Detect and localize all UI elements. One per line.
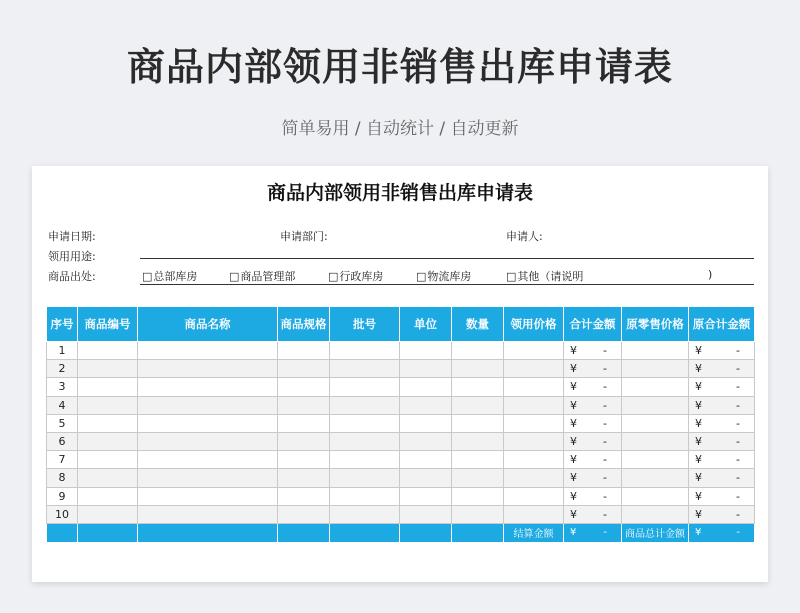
table-cell[interactable]	[452, 469, 504, 487]
option-hq-warehouse[interactable]: □总部库房	[142, 270, 198, 283]
table-cell[interactable]	[138, 342, 278, 360]
table-row	[47, 451, 755, 469]
checkbox-icon: □	[416, 270, 427, 283]
table-footer-row	[47, 523, 755, 542]
applicant-label: 申请人:	[506, 230, 543, 243]
option-other-close: )	[708, 268, 713, 281]
table-cell[interactable]	[400, 342, 452, 360]
amount-cell: ¥ -	[564, 469, 622, 487]
table-cell[interactable]	[622, 487, 689, 505]
table-cell[interactable]	[400, 378, 452, 396]
table-cell[interactable]	[452, 342, 504, 360]
settle-amount: ¥ -	[564, 523, 622, 542]
option-admin-warehouse[interactable]: □行政库房	[328, 270, 384, 283]
col-header-no: 序号	[47, 307, 78, 342]
table-cell[interactable]	[138, 469, 278, 487]
table-cell[interactable]	[278, 342, 330, 360]
table-row	[47, 396, 755, 414]
col-header-name: 商品名称	[138, 307, 278, 342]
amount-cell: ¥ -	[564, 505, 622, 523]
table-row	[47, 360, 755, 378]
table-row	[47, 414, 755, 432]
table-cell[interactable]	[504, 360, 564, 378]
col-header-retail-price: 原零售价格	[622, 307, 689, 342]
table-cell[interactable]	[622, 360, 689, 378]
retail-amount-cell: ¥ -	[689, 487, 755, 505]
table-cell[interactable]	[78, 432, 138, 450]
table-cell[interactable]	[504, 378, 564, 396]
amount-cell: ¥ -	[564, 432, 622, 450]
col-header-unit: 单位	[400, 307, 452, 342]
table-cell[interactable]	[452, 505, 504, 523]
table-cell[interactable]	[278, 469, 330, 487]
table-cell[interactable]	[400, 487, 452, 505]
footer-cell	[278, 523, 330, 542]
table-row	[47, 432, 755, 450]
table-cell[interactable]	[400, 432, 452, 450]
table-row	[47, 342, 755, 360]
table-cell[interactable]	[278, 487, 330, 505]
col-header-use-price: 领用价格	[504, 307, 564, 342]
table-cell[interactable]	[452, 360, 504, 378]
row-number: 4	[47, 396, 78, 414]
col-header-retail-amount: 原合计金额	[689, 307, 755, 342]
retail-amount-cell: ¥ -	[689, 342, 755, 360]
table-cell[interactable]	[78, 342, 138, 360]
row-number: 3	[47, 378, 78, 396]
table-cell[interactable]	[504, 487, 564, 505]
table-cell[interactable]	[400, 469, 452, 487]
table-cell[interactable]	[330, 451, 400, 469]
table-cell[interactable]	[622, 396, 689, 414]
row-number: 8	[47, 469, 78, 487]
table-cell[interactable]	[330, 378, 400, 396]
total-label: 商品总计金额	[622, 523, 689, 542]
footer-cell	[138, 523, 278, 542]
retail-amount-cell: ¥ -	[689, 396, 755, 414]
table-cell[interactable]	[138, 451, 278, 469]
retail-amount-cell: ¥ -	[689, 378, 755, 396]
table-cell[interactable]	[504, 432, 564, 450]
purpose-underline[interactable]	[140, 258, 754, 259]
amount-cell: ¥ -	[564, 360, 622, 378]
table-cell[interactable]	[400, 414, 452, 432]
table-cell[interactable]	[138, 378, 278, 396]
option-other[interactable]: □其他（请说明	[506, 270, 584, 283]
amount-cell: ¥ -	[564, 378, 622, 396]
table-cell[interactable]	[330, 342, 400, 360]
col-header-qty: 数量	[452, 307, 504, 342]
apply-dept-label: 申请部门:	[280, 230, 328, 243]
row-number: 7	[47, 451, 78, 469]
table-cell[interactable]	[452, 414, 504, 432]
table-header-row	[47, 307, 755, 342]
table-cell[interactable]	[138, 360, 278, 378]
table-cell[interactable]	[504, 396, 564, 414]
table-cell[interactable]	[504, 451, 564, 469]
checkbox-icon: □	[142, 270, 153, 283]
footer-cell	[47, 523, 78, 542]
retail-amount-cell: ¥ -	[689, 414, 755, 432]
table-cell[interactable]	[330, 396, 400, 414]
table-cell[interactable]	[78, 414, 138, 432]
table-cell[interactable]	[278, 451, 330, 469]
table-cell[interactable]	[138, 396, 278, 414]
footer-cell	[330, 523, 400, 542]
footer-cell	[78, 523, 138, 542]
col-header-batch: 批号	[330, 307, 400, 342]
table-cell[interactable]	[504, 469, 564, 487]
table-cell[interactable]	[622, 378, 689, 396]
table-cell[interactable]	[452, 378, 504, 396]
amount-cell: ¥ -	[564, 396, 622, 414]
row-number: 10	[47, 505, 78, 523]
table-cell[interactable]	[138, 487, 278, 505]
table-cell[interactable]	[400, 360, 452, 378]
table-cell[interactable]	[330, 360, 400, 378]
amount-cell: ¥ -	[564, 487, 622, 505]
table-cell[interactable]	[78, 505, 138, 523]
form-sheet	[32, 166, 768, 582]
table-cell[interactable]	[504, 505, 564, 523]
table-cell[interactable]	[138, 432, 278, 450]
table-cell[interactable]	[452, 451, 504, 469]
table-cell[interactable]	[452, 432, 504, 450]
amount-cell: ¥ -	[564, 414, 622, 432]
table-cell[interactable]	[330, 414, 400, 432]
col-header-amount: 合计金额	[564, 307, 622, 342]
table-cell[interactable]	[278, 360, 330, 378]
table-cell[interactable]	[622, 451, 689, 469]
table-cell[interactable]	[622, 505, 689, 523]
table-row	[47, 487, 755, 505]
footer-cell	[452, 523, 504, 542]
row-number: 2	[47, 360, 78, 378]
table-cell[interactable]	[78, 451, 138, 469]
table-cell[interactable]	[330, 487, 400, 505]
apply-date-label: 申请日期:	[48, 230, 96, 243]
table-cell[interactable]	[330, 469, 400, 487]
settle-label: 结算金额	[504, 523, 564, 542]
amount-cell: ¥ -	[564, 342, 622, 360]
table-cell[interactable]	[278, 414, 330, 432]
table-cell[interactable]	[622, 469, 689, 487]
table-cell[interactable]	[278, 378, 330, 396]
row-number: 5	[47, 414, 78, 432]
table-cell[interactable]	[622, 342, 689, 360]
retail-amount-cell: ¥ -	[689, 505, 755, 523]
table-row	[47, 469, 755, 487]
table-cell[interactable]	[278, 432, 330, 450]
option-logistics-warehouse[interactable]: □物流库房	[416, 270, 472, 283]
table-cell[interactable]	[78, 487, 138, 505]
checkbox-icon: □	[229, 270, 240, 283]
total-amount: ¥ -	[689, 523, 755, 542]
table-cell[interactable]	[452, 487, 504, 505]
checkbox-icon: □	[328, 270, 339, 283]
retail-amount-cell: ¥ -	[689, 451, 755, 469]
table-cell[interactable]	[78, 396, 138, 414]
table-cell[interactable]	[330, 432, 400, 450]
page-subtitle: 简单易用 / 自动统计 / 自动更新	[281, 119, 519, 139]
table-cell[interactable]	[78, 378, 138, 396]
col-header-code: 商品编号	[78, 307, 138, 342]
table-cell[interactable]	[622, 432, 689, 450]
table-cell[interactable]	[278, 505, 330, 523]
table-cell[interactable]	[400, 505, 452, 523]
source-label: 商品出处:	[48, 270, 96, 283]
table-cell[interactable]	[138, 414, 278, 432]
source-underline	[140, 284, 754, 285]
table-cell[interactable]	[78, 360, 138, 378]
table-cell[interactable]	[400, 451, 452, 469]
amount-cell: ¥ -	[564, 451, 622, 469]
table-row	[47, 505, 755, 523]
table-cell[interactable]	[278, 396, 330, 414]
table-row	[47, 378, 755, 396]
table-cell[interactable]	[78, 469, 138, 487]
option-goods-dept[interactable]: □商品管理部	[229, 270, 296, 283]
retail-amount-cell: ¥ -	[689, 469, 755, 487]
retail-amount-cell: ¥ -	[689, 432, 755, 450]
table-cell[interactable]	[504, 414, 564, 432]
sheet-title: 商品内部领用非销售出库申请表	[266, 182, 533, 204]
retail-amount-cell: ¥ -	[689, 360, 755, 378]
page-title: 商品内部领用非销售出库申请表	[126, 45, 673, 89]
table-cell[interactable]	[400, 396, 452, 414]
table-cell[interactable]	[138, 505, 278, 523]
table-cell[interactable]	[504, 342, 564, 360]
row-number: 9	[47, 487, 78, 505]
checkbox-icon: □	[506, 270, 517, 283]
purpose-label: 领用用途:	[48, 250, 96, 263]
row-number: 1	[47, 342, 78, 360]
footer-cell	[400, 523, 452, 542]
table-cell[interactable]	[622, 414, 689, 432]
table-cell[interactable]	[330, 505, 400, 523]
items-table	[46, 306, 755, 543]
row-number: 6	[47, 432, 78, 450]
table-cell[interactable]	[452, 396, 504, 414]
col-header-spec: 商品规格	[278, 307, 330, 342]
